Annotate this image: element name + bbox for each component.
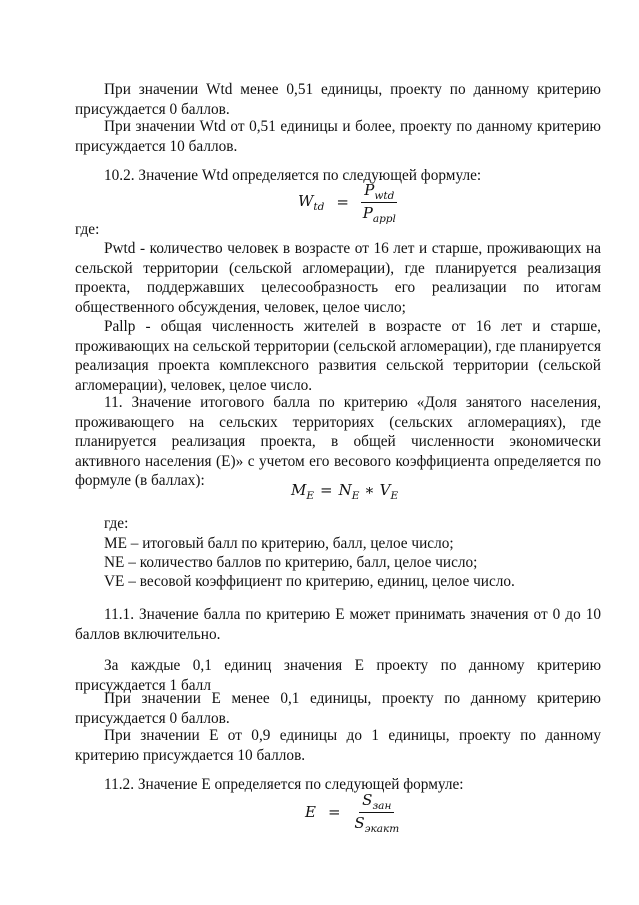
section-11-2-heading: 11.2. Значение Е определяется по следующей формуле:: [104, 776, 464, 793]
section-10-2-heading: 10.2. Значение Wtd определяется по следующей формуле:: [104, 167, 482, 184]
formula-wtd-equals: =: [336, 192, 349, 211]
paragraph-e-per-unit: За каждые 0,1 единиц значения Е проекту по данному критерию присуждается 1 балл: [75, 657, 601, 694]
definition-pwtd: Pwtd - количество человек в возрасте от 16 лет и старше, проживающих на сельской территории (сельской агломерации), где планируется реализация проекта, поддержавших целесообразность его реализации по итогам общественного обсуждения, человек, целое число;: [75, 240, 601, 316]
formula-e-fraction: [351, 791, 402, 834]
section-11-1-paragraph: 11.1. Значение балла по критерию Е может принимать значения от 0 до 10 баллов включительно.: [75, 606, 601, 643]
formula-wtd-numerator: $P_{wtd}$: [361, 181, 397, 203]
formula-wtd-lhs: $W_{td}$: [298, 191, 325, 213]
paragraph-wtd-above: При значении Wtd от 0,51 единицы и более, проекту по данному критерию присуждается 10 баллов.: [75, 118, 601, 155]
formula-wtd: [298, 181, 399, 224]
formula-wtd-fraction: [360, 181, 399, 224]
definition-me: МЕ – итоговый балл по критерию, балл, целое число;: [104, 535, 454, 552]
paragraph-e-below: При значении Е менее 0,1 единицы, проекту по данному критерию присуждается 0 баллов.: [75, 690, 601, 727]
where-label-2: где:: [104, 515, 129, 532]
definition-ve: VE – весовой коэффициент по критерию, единиц, целое число.: [104, 573, 515, 590]
formula-e-equals: =: [327, 802, 341, 821]
formula-e: [305, 791, 402, 834]
formula-me: [291, 481, 398, 503]
paragraph-e-range: При значении Е от 0,9 единицы до 1 единицы, проекту по данному критерию присуждается 10 баллов.: [75, 727, 601, 764]
where-label-1: где:: [75, 221, 100, 238]
formula-e-lhs: E: [305, 802, 316, 821]
formula-e-numerator: $S_{зан}$: [359, 791, 394, 813]
formula-me-equals: =: [320, 481, 333, 499]
definition-pallp: Pallp - общая численность жителей в возрасте от 16 лет и старше, проживающих на сельской территории (сельской агломерации), где планируется реализация проекта комплексного развития сельской территории (сельской агломерации), человек, целое число.: [75, 318, 601, 394]
section-11-paragraph: 11. Значение итогового балла по критерию «Доля занятого населения, проживающего на сельских территориях (сельских агломерациях), где планируется реализация проекта, в общей численности экономически активного населения (Е)» с учетом его весового коэффициента определяется по формуле (в баллах):: [75, 394, 601, 489]
paragraph-wtd-below: При значении Wtd менее 0,51 единицы, проекту по данному критерию присуждается 0 баллов.: [75, 81, 601, 118]
formula-me-lhs: $M_E$: [291, 481, 315, 502]
formula-me-multiply: ∗: [364, 481, 375, 499]
formula-me-ve: $V_E$: [379, 481, 399, 502]
formula-wtd-denominator: $P_{appl}$: [362, 204, 396, 225]
definition-ne: NE – количество баллов по критерию, балл, целое число;: [104, 554, 478, 571]
formula-e-denominator: $S_{экакт}$: [354, 814, 400, 835]
formula-me-ne: $N_E$: [338, 481, 360, 502]
